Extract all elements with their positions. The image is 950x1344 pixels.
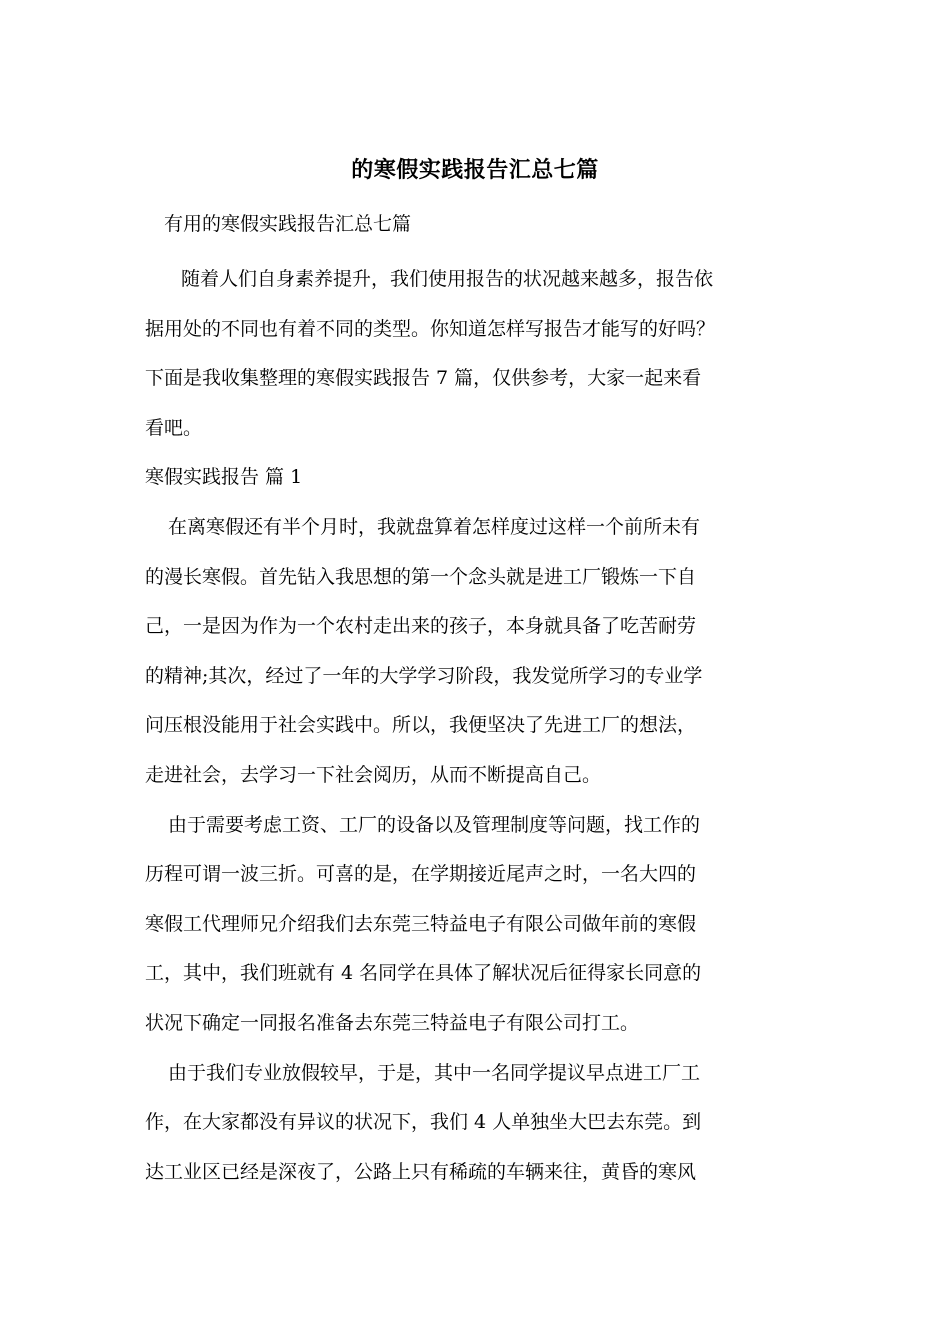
paragraph-line: 寒假工代理师兄介绍我们去东莞三特益电子有限公司做年前的寒假 bbox=[145, 912, 697, 935]
paragraph-line: 走进社会，去学习一下社会阅历，从而不断提高自己。 bbox=[145, 763, 602, 786]
paragraph-line: 由于我们专业放假较早，于是，其中一名同学提议早点进工厂工 bbox=[168, 1061, 701, 1084]
document-title: 的寒假实践报告汇总七篇 bbox=[351, 157, 599, 183]
section-heading: 寒假实践报告 篇 1 bbox=[145, 466, 303, 489]
paragraph-line: 历程可谓一波三折。可喜的是，在学期接近尾声之时，一名大四的 bbox=[145, 863, 697, 886]
document-subtitle: 有用的寒假实践报告汇总七篇 bbox=[164, 213, 412, 235]
intro-line: 据用处的不同也有着不同的类型。你知道怎样写报告才能写的好吗？ bbox=[145, 317, 716, 340]
paragraph-line: 问压根没能用于社会实践中。所以，我便坚决了先进工厂的想法， bbox=[145, 714, 697, 737]
paragraph-line: 达工业区已经是深夜了，公路上只有稀疏的车辆来往，黄昏的寒风 bbox=[145, 1160, 697, 1183]
paragraph-3 bbox=[145, 1049, 845, 1198]
paragraph-line: 由于需要考虑工资、工厂的设备以及管理制度等问题，找工作的 bbox=[168, 813, 701, 836]
intro-line: 随着人们自身素养提升，我们使用报告的状况越来越多，报告依 bbox=[181, 268, 714, 290]
paragraph-line: 的漫长寒假。首先钻入我思想的第一个念头就是进工厂锻炼一下自 bbox=[145, 565, 697, 588]
paragraph-1 bbox=[145, 503, 845, 801]
intro-line: 看吧。 bbox=[145, 416, 203, 439]
paragraph-2 bbox=[145, 801, 845, 1049]
paragraph-line: 工，其中，我们班就有 4 名同学在具体了解状况后征得家长同意的 bbox=[145, 962, 702, 985]
document-body bbox=[145, 255, 845, 1197]
paragraph-line: 状况下确定一同报名准备去东莞三特益电子有限公司打工。 bbox=[145, 1011, 640, 1034]
intro-paragraph bbox=[145, 255, 845, 453]
paragraph-line: 的精神;其次，经过了一年的大学学习阶段，我发觉所学习的专业学 bbox=[145, 664, 703, 687]
paragraph-line: 己，一是因为作为一个农村走出来的孩子，本身就具备了吃苦耐劳 bbox=[145, 615, 697, 638]
intro-line: 下面是我收集整理的寒假实践报告 7 篇，仅供参考，大家一起来看 bbox=[145, 367, 702, 390]
paragraph-line: 在离寒假还有半个月时，我就盘算着怎样度过这样一个前所未有 bbox=[168, 515, 701, 538]
paragraph-line: 作，在大家都没有异议的状况下，我们 4 人单独坐大巴去东莞。到 bbox=[145, 1111, 702, 1134]
